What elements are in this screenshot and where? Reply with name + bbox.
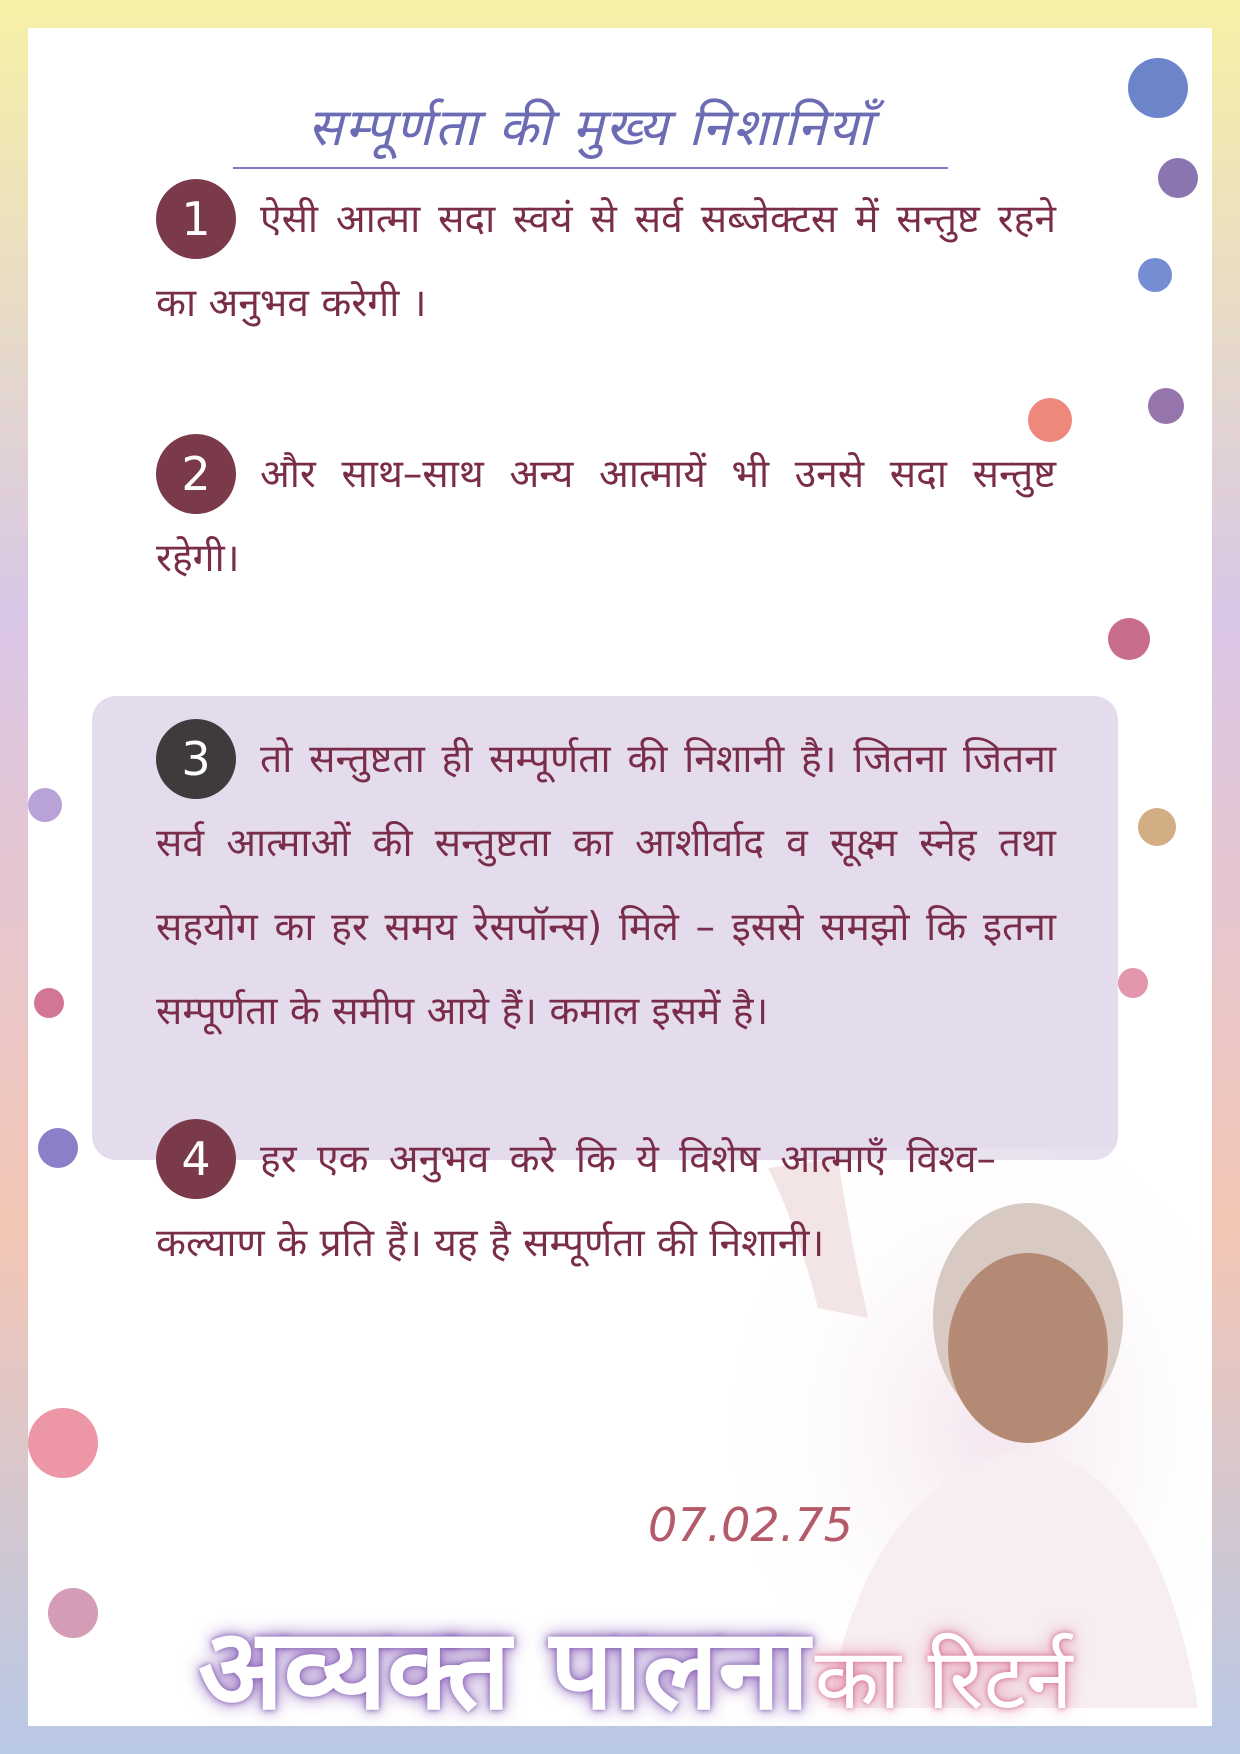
footer-title: [198, 1588, 1148, 1726]
point-4: [156, 1118, 996, 1286]
page-title: सम्पूर्णता की मुख्य निशानियाँ: [233, 90, 948, 169]
point-text: ऐसी आत्मा सदा स्वयं से सर्व सब्जेक्टस में सन्तुष्ट रहने का अनुभव करेगी ।: [156, 197, 1056, 326]
flower-decoration: [1118, 968, 1148, 998]
flower-decoration: [34, 988, 64, 1018]
flower-decoration: [1128, 58, 1188, 118]
flower-decoration: [48, 1588, 98, 1638]
point-number: 3: [156, 719, 236, 799]
point-text: और साथ–साथ अन्य आत्मायें भी उनसे सदा सन्तुष्ट रहेगी।: [156, 452, 1056, 581]
flower-decoration: [1148, 388, 1184, 424]
flower-decoration: [1138, 258, 1172, 292]
date-label: 07.02.75: [648, 1498, 853, 1552]
point-text: हर एक अनुभव करे कि ये विशेष आत्माएँ विश्व–कल्याण के प्रति हैं। यह है सम्पूर्णता की निशानी।: [156, 1137, 996, 1266]
point-number: 1: [156, 179, 236, 259]
point-2: [156, 433, 1056, 601]
point-3: [156, 718, 1056, 1054]
poster-page: [28, 28, 1212, 1726]
point-1: [156, 178, 1056, 346]
point-number: 4: [156, 1119, 236, 1199]
footer-title-secondary: का रिटर्न: [814, 1630, 1073, 1726]
flower-decoration: [1158, 158, 1198, 198]
flower-decoration: [28, 788, 62, 822]
point-text: तो सन्तुष्टता ही सम्पूर्णता की निशानी है। जितना जितना सर्व आत्माओं की सन्तुष्टता का आशीर्वाद व सूक्ष्म स्नेह तथा सहयोग का हर समय रेसपॉन्स) मिले – इससे समझो कि इतना सम्पूर्णता के समीप आये हैं। कमाल इसमें है।: [156, 737, 1056, 1034]
point-number: 2: [156, 434, 236, 514]
flower-decoration: [1138, 808, 1176, 846]
flower-decoration: [1108, 618, 1150, 660]
footer-title-main: अव्यक्त पालना: [198, 1605, 810, 1726]
flower-decoration: [28, 1408, 98, 1478]
flower-decoration: [38, 1128, 78, 1168]
